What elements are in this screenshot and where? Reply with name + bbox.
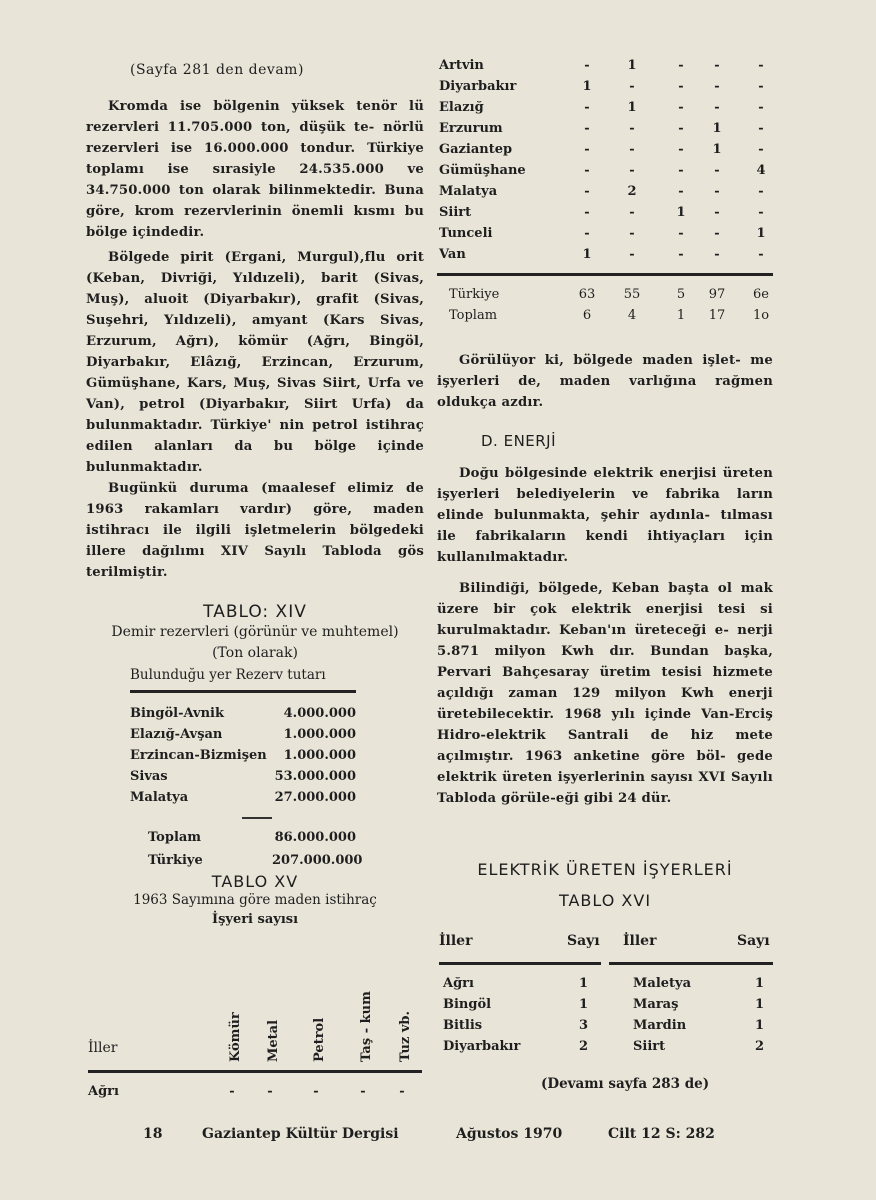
table-15-total-rule: [437, 273, 773, 276]
continued-note: (Sayfa 281 den devam): [130, 62, 304, 78]
table-cell: 27.000.000: [274, 790, 356, 805]
table-row: Van: [439, 247, 466, 262]
table-16-rule-right: [609, 962, 773, 965]
table-cell: -: [714, 247, 720, 262]
table-cell: 2: [579, 1039, 589, 1054]
table-cell: 1: [627, 100, 637, 115]
table-cell: 4: [756, 163, 766, 178]
table-cell: -: [629, 205, 635, 220]
table-row: Mardin: [633, 1018, 687, 1033]
table-cell: -: [758, 121, 764, 136]
table-cell: -: [714, 184, 720, 199]
table-cell: -: [584, 100, 590, 115]
table-cell: -: [678, 226, 684, 241]
table-total-row: Türkiye: [449, 287, 500, 302]
table-cell: 1: [755, 1018, 765, 1033]
table-cell: -: [584, 142, 590, 157]
table-cell: -: [758, 247, 764, 262]
table-cell: 1: [755, 976, 765, 991]
table-row: Bitlis: [443, 1018, 483, 1033]
table-cell: -: [629, 247, 635, 262]
table-15-col-petrol: Petrol: [312, 1017, 327, 1062]
table-cell: -: [678, 58, 684, 73]
table-row: Tunceli: [439, 226, 493, 241]
table-cell: 4.000.000: [283, 706, 356, 721]
table-cell: -: [678, 163, 684, 178]
table-cell: -: [629, 226, 635, 241]
table-cell: -: [584, 226, 590, 241]
volume-issue: Cilt 12 S: 282: [608, 1126, 715, 1142]
table-cell: 17: [708, 308, 726, 323]
paragraph-few-workplaces: Görülüyor ki, bölgede maden işlet- me işyerleri de, maden varlığına rağmen oldukça azdır.: [437, 353, 773, 410]
table-cell: 63: [578, 287, 596, 302]
table-cell: -: [584, 163, 590, 178]
table-cell: -: [758, 142, 764, 157]
table-row: Diyarbakır: [439, 79, 517, 94]
table-cell: 1: [627, 58, 637, 73]
table-cell: 1: [756, 226, 766, 241]
continued-next-note: (Devamı sayfa 283 de): [541, 1076, 710, 1092]
table-cell: 55: [623, 287, 641, 302]
table-14-turkey-label: Türkiye: [148, 853, 203, 868]
table-row: Bingöl: [443, 997, 492, 1012]
table-cell: 6: [582, 308, 592, 323]
table-row: Maraş: [633, 997, 679, 1012]
table-14-title: TABLO: XIV: [203, 602, 307, 622]
table-cell: -: [229, 1084, 235, 1099]
table-cell: 1.000.000: [283, 727, 356, 742]
table-15-rule: [88, 1070, 422, 1073]
table-row: Artvin: [439, 58, 484, 73]
table-15-col-tuz: Tuz vb.: [398, 1010, 413, 1062]
table-row: Ağrı: [88, 1084, 119, 1099]
table-cell: 2: [627, 184, 637, 199]
page-number: 18: [143, 1126, 163, 1142]
table-cell: -: [678, 247, 684, 262]
table-cell: -: [629, 121, 635, 136]
paragraph-minerals: Bölgede pirit (Ergani, Murgul),flu orit (Keban, Divriği, Yıldızeli), barit (Sivas, Muş), aluoit (Diyarbakır), grafit (Sivas, Suşehri, Yıldızeli), amyant (Kars Sivas, Erzurum, Ağrı), kömür (Ağrı, Bingöl, Diyarbakır, Elâzığ, Erzincan, Erzurum, Gümüşhane, Kars, Muş, Sivas Siirt, Urfa ve Van), petrol (Diyarbakır, Siirt Urfa) da bulunmaktadır. Türkiye' nin petrol istihraç edilen alanları da bu bölge içinde bulunmaktadır.: [86, 250, 424, 475]
table-row: Gaziantep: [439, 142, 513, 157]
table-16-col-sayi-1: Sayı: [567, 933, 600, 949]
table-cell: 97: [708, 287, 726, 302]
table-cell: -: [267, 1084, 273, 1099]
paragraph-mining: Bugünkü duruma (maalesef elimiz de 1963 rakamları vardır) göre, maden istihracı ile ilgili işletmelerin bölgedeki illere dağılımı XIV Sayılı Tabloda gös terilmiştir.: [86, 481, 424, 580]
table-row: Malatya: [439, 184, 498, 199]
table-cell: -: [758, 58, 764, 73]
table-14-total: 86.000.000: [274, 830, 356, 845]
table-row: Erzurum: [439, 121, 503, 136]
table-cell: 4: [627, 308, 637, 323]
paragraph-chrome: Kromda ise bölgenin yüksek tenör lü rezervleri 11.705.000 ton, düşük te- nörlü rezervleri ise 16.000.000 tondur. Türkiye toplamı ise sırasiyle 24.535.000 ve 34.750.000 ton olarak bilinmektedir. Buna göre, krom rezervlerinin önemli kısmı bu bölge içindedir.: [86, 99, 424, 240]
table-cell: -: [714, 205, 720, 220]
table-cell: -: [758, 100, 764, 115]
table-15-subtitle: 1963 Sayımına göre maden istihraç: [133, 892, 377, 908]
table-row: Diyarbakır: [443, 1039, 521, 1054]
table-14-subtitle: Demir rezervleri (görünür ve muhtemel): [111, 624, 399, 640]
table-14-header: Bulunduğu yer Rezerv tutarı: [130, 667, 326, 683]
table-cell: -: [758, 79, 764, 94]
table-15-title: TABLO XV: [211, 872, 299, 891]
table-16-title: TABLO XVI: [558, 891, 652, 910]
table-cell: -: [758, 184, 764, 199]
table-cell: -: [678, 79, 684, 94]
table-row: Ağrı: [443, 976, 474, 991]
table-row: Elazığ: [439, 100, 484, 115]
table-cell: -: [678, 184, 684, 199]
table-cell: 1: [676, 308, 686, 323]
table-cell: -: [584, 121, 590, 136]
table-cell: 1: [712, 121, 722, 136]
table-cell: -: [360, 1084, 366, 1099]
table-15-col-metal: Metal: [266, 1019, 281, 1062]
table-cell: 1: [676, 205, 686, 220]
table-15-col-komur: Kömür: [228, 1012, 243, 1062]
table-16-col-iller-1: İller: [439, 933, 473, 949]
table-cell: 1: [582, 79, 592, 94]
paragraph-electric: Doğu bölgesinde elektrik enerjisi üreten işyerleri belediyelerin ve fabrika ların elinde bulunmakta, şehir aydınla- tılması ile fabrikaların kendi ihtiyaçları için kullanılmaktadır.: [437, 466, 773, 565]
table-row: Erzincan-Bizmişen: [130, 748, 267, 763]
table-cell: -: [313, 1084, 319, 1099]
table-row: Maletya: [633, 976, 692, 991]
table-row: Bingöl-Avnik: [130, 706, 224, 721]
table-cell: -: [714, 58, 720, 73]
table-row: Siirt: [633, 1039, 666, 1054]
table-16-col-sayi-2: Sayı: [737, 933, 770, 949]
table-15-unit: İşyeri sayısı: [211, 912, 299, 927]
table-cell: -: [678, 100, 684, 115]
table-row: Gümüşhane: [439, 163, 526, 178]
table-row: Elazığ-Avşan: [130, 727, 223, 742]
table-cell: -: [629, 163, 635, 178]
paragraph-keban: Bilindiği, bölgede, Keban başta ol mak üzere bir çok elektrik enerjisi tesi si kurulmaktadır. Keban'ın üreteceği e- nerji 5.871 milyon Kwh dır. Bundan başka, Pervari Bahçesaray üretim tesisi hizmete açıldığı zaman 129 milyon Kwh enerji üretebilecektir. 1968 yılı içinde Van-Erciş Hidro-elektrik Santrali de hiz mete açılmıştır. 1963 anketine göre böl- gede elektrik üreten işyerlerinin sayısı XVI Sayılı Tabloda görüle-eği gibi 24 dür.: [437, 581, 773, 806]
table-cell: -: [629, 142, 635, 157]
table-cell: -: [714, 163, 720, 178]
table-cell: -: [584, 184, 590, 199]
table-row: Siirt: [439, 205, 472, 220]
table-14-rule: [130, 690, 356, 693]
table-total-row: Toplam: [449, 308, 498, 323]
table-cell: -: [714, 100, 720, 115]
table-cell: -: [584, 205, 590, 220]
table-16-col-iller-2: İller: [623, 933, 657, 949]
table-cell: -: [678, 142, 684, 157]
table-cell: -: [714, 226, 720, 241]
table-cell: -: [399, 1084, 405, 1099]
table-cell: 1o: [752, 308, 770, 323]
table-cell: 5: [676, 287, 686, 302]
table-14-unit: (Ton olarak): [212, 645, 298, 661]
table-cell: 1: [755, 997, 765, 1012]
table-16-rule-left: [439, 962, 601, 965]
table-row: Malatya: [130, 790, 189, 805]
table-cell: -: [714, 79, 720, 94]
table-cell: 1.000.000: [283, 748, 356, 763]
table-14-sum-rule: [242, 817, 272, 819]
table-cell: -: [678, 121, 684, 136]
table-14-turkey: 207.000.000: [272, 853, 363, 868]
table-15-col-tas-kum: Taş - kum: [359, 991, 374, 1062]
table-cell: 6e: [753, 287, 769, 302]
table-cell: 1: [712, 142, 722, 157]
table-cell: -: [629, 79, 635, 94]
table-cell: -: [584, 58, 590, 73]
table-cell: 2: [755, 1039, 765, 1054]
table-row: Sivas: [130, 769, 168, 784]
table-cell: 1: [579, 976, 589, 991]
table-cell: 1: [579, 997, 589, 1012]
section-heading-energy: D. ENERJİ: [481, 432, 557, 450]
table-15-col-iller: İller: [88, 1040, 118, 1056]
journal-name: Gaziantep Kültür Dergisi: [202, 1126, 399, 1142]
table-cell: 1: [582, 247, 592, 262]
table-cell: 3: [579, 1018, 589, 1033]
table-16-heading: ELEKTRİK ÜRETEN İŞYERLERİ: [477, 860, 733, 879]
table-cell: 53.000.000: [274, 769, 356, 784]
table-14-total-label: Toplam: [148, 830, 202, 845]
issue-date: Ağustos 1970: [456, 1126, 563, 1142]
table-cell: -: [758, 205, 764, 220]
